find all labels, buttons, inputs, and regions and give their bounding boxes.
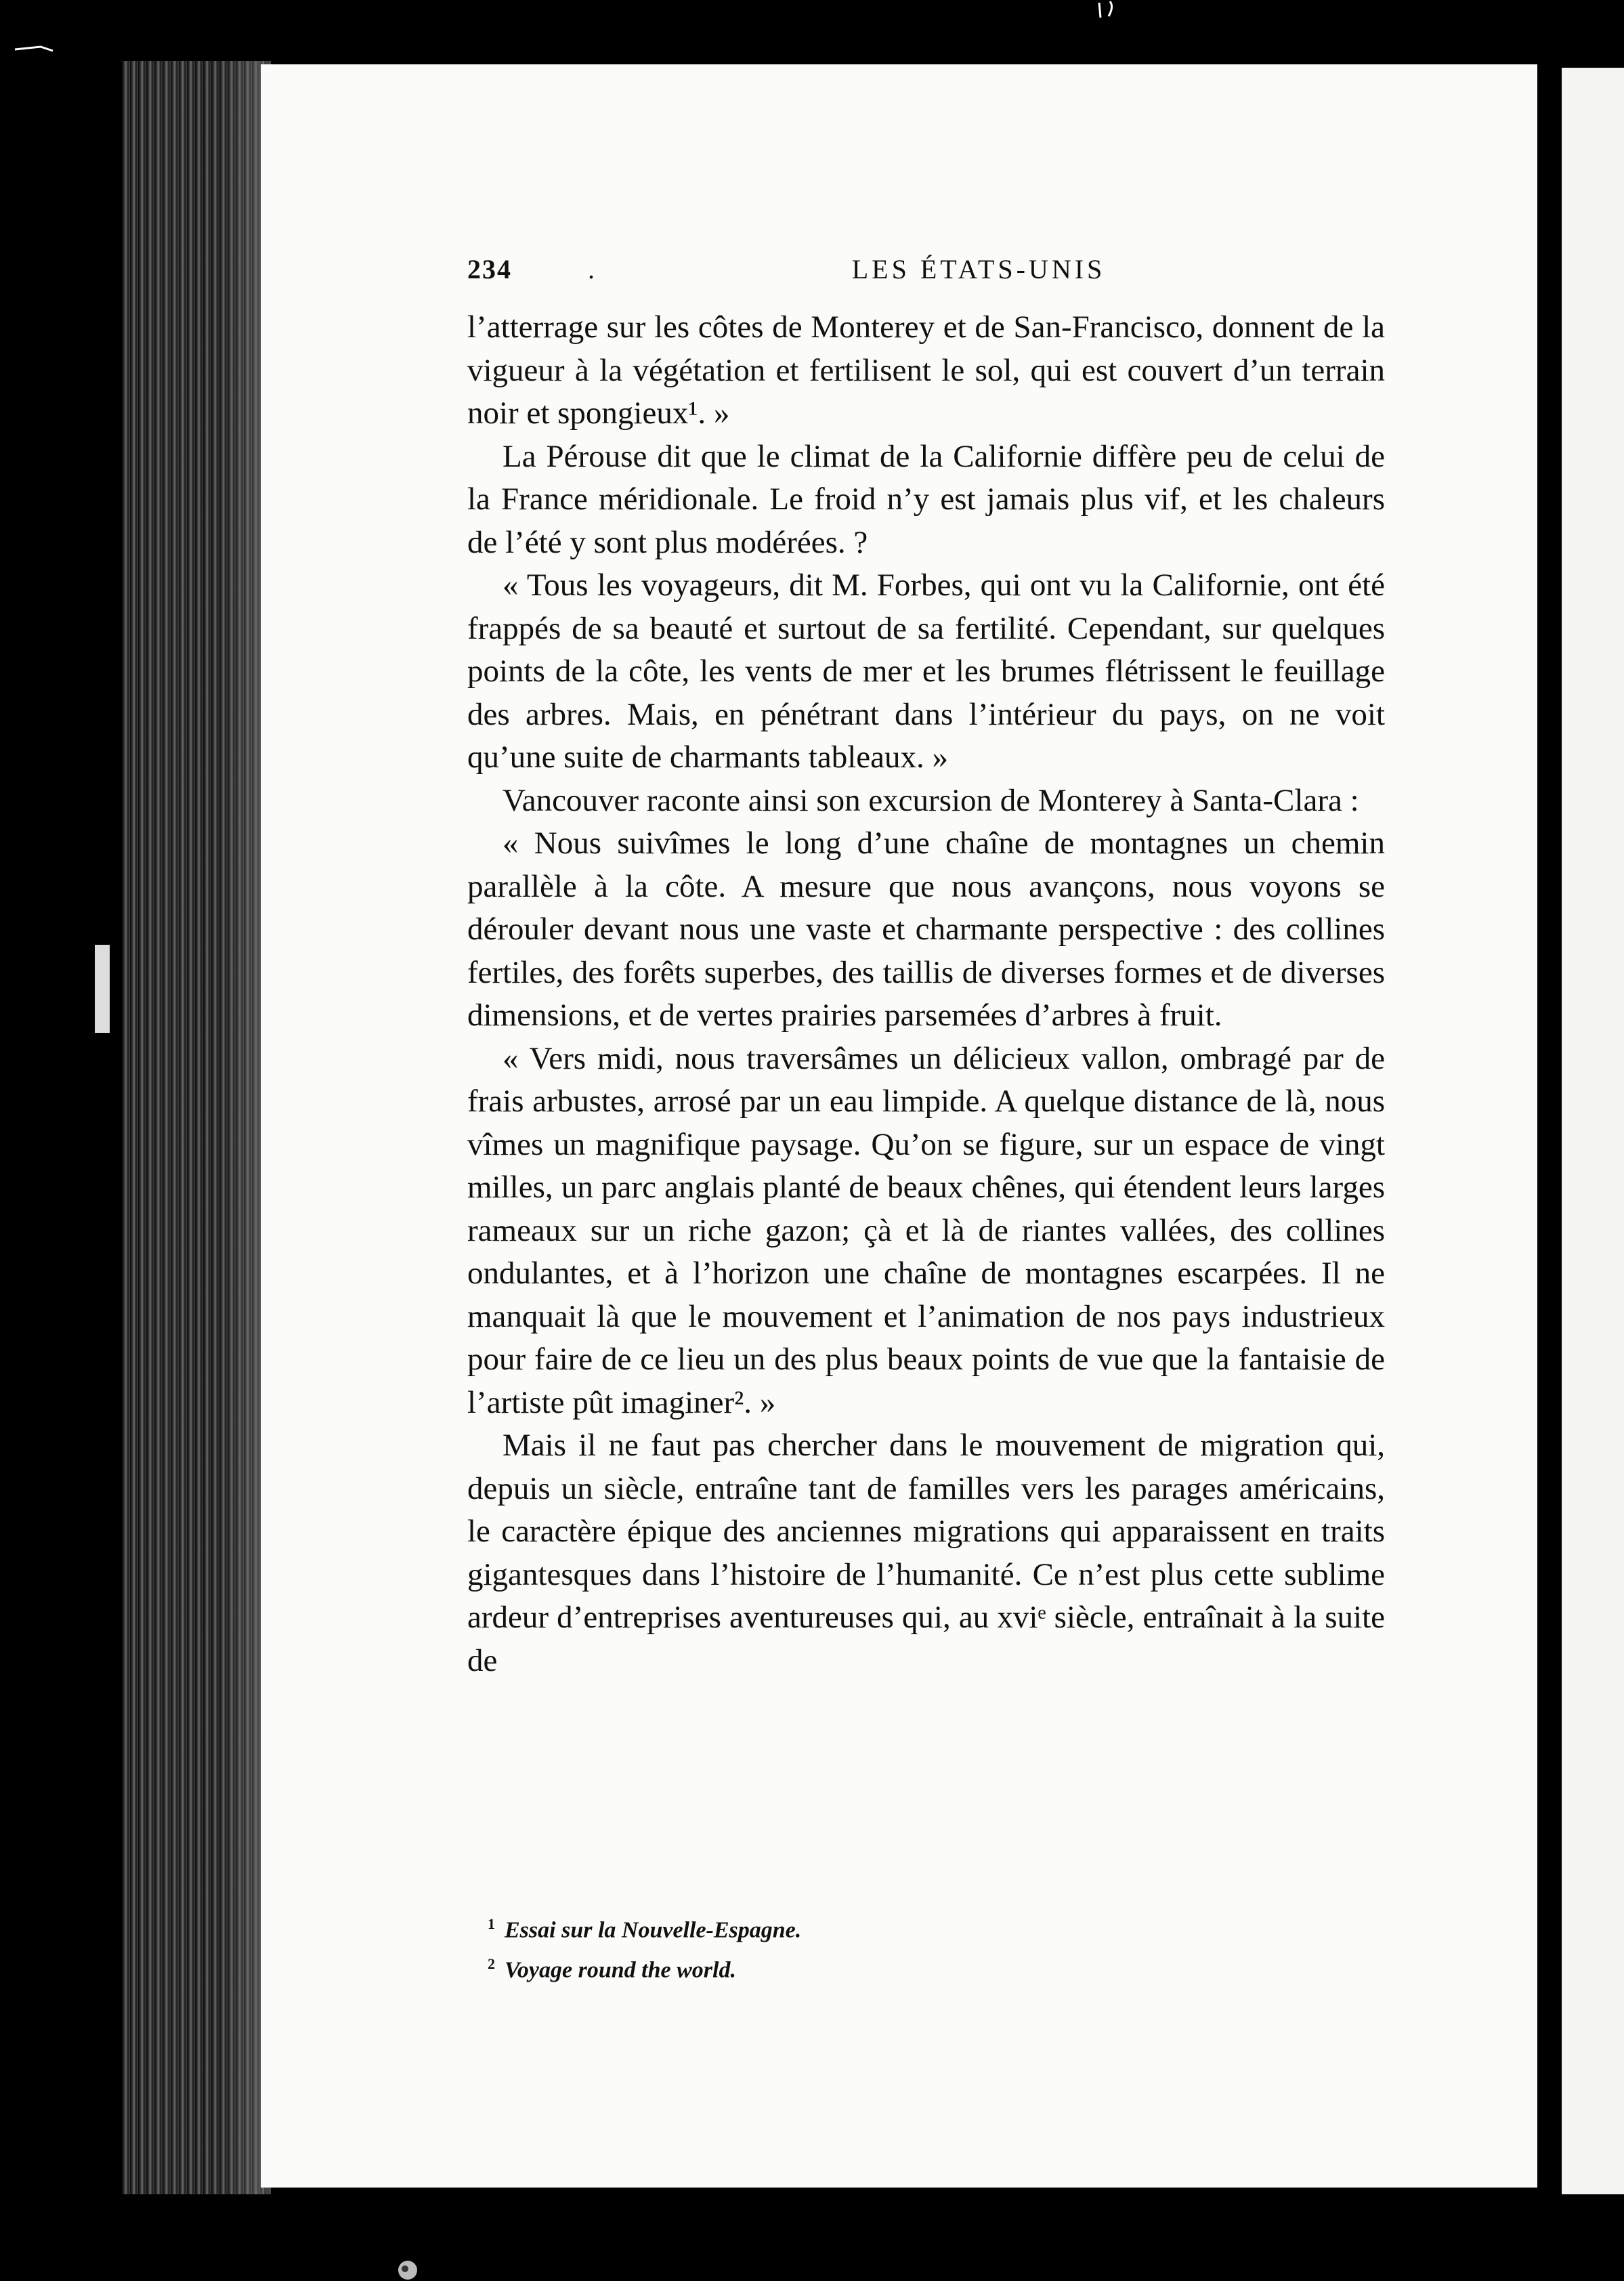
scan-corner-mark bbox=[14, 37, 54, 58]
footnote-mark: 2 bbox=[488, 1955, 495, 1973]
footnote-mark: 1 bbox=[488, 1915, 495, 1932]
facing-page-edge bbox=[1558, 68, 1624, 2194]
paragraph: « Nous suivîmes le long d’une chaîne de montagnes un chemin parallèle à la côte. A mesure que nous avançons, nous voyons se dérouler devant nous une vaste et charmante perspective : des collines fertiles, des forêts superbes, des taillis de diverses formes et de diverses dimensions, et de vertes prairies parsemées d’arbres à fruit. bbox=[467, 826, 1385, 1033]
paragraph: Mais il ne faut pas chercher dans le mouvement de migration qui, depuis un siècle, entraîne tant de familles vers les parages américains, le caractère épique des anciennes migrations qui apparaissent en traits gigantesques dans l’histoire de l’humanité. Ce n’est plus cette sublime ardeur d’entreprises aventureuses qui, au xviᵉ siècle, entraînait à la suite de bbox=[467, 1428, 1385, 1678]
page-number: 234 bbox=[467, 254, 512, 284]
paragraph: « Vers midi, nous traversâmes un délicieux vallon, ombragé par de frais arbustes, arrosé par un eau limpide. A quelque distance de là, nous vîmes un magnifique paysage. Qu’on se figure, sur un espace de vingt milles, un parc anglais planté de beaux chênes, qui étendent leurs larges rameaux sur un riche gazon; çà et là de riantes vallées, des collines ondulantes, et à l’horizon une chaîne de montagnes escarpées. Il ne manquait là que le mouvement et l’animation de nos pays industrieux pour faire de ce lieu un des plus beaux points de vue que la fantaisie de l’artiste pût imaginer². » bbox=[467, 1040, 1385, 1420]
body-text bbox=[467, 306, 1385, 1682]
paragraph: La Pérouse dit que le climat de la Californie diffère peu de celui de la France méridionale. Le froid n’y est jamais plus vif, et les chaleurs de l’été y sont plus modérées. ? bbox=[467, 438, 1385, 560]
running-head bbox=[467, 253, 1388, 301]
footnotes bbox=[488, 1907, 1300, 1988]
page-tab-marker bbox=[95, 945, 110, 1033]
paragraph: l’atterrage sur les côtes de Monterey et de San-Francisco, donnent de la vigueur à la végétation et fertilisent le sol, qui est couvert d’un terrain noir et spongieux¹. » bbox=[467, 310, 1385, 431]
footnote bbox=[488, 1907, 1300, 1947]
scan-top-mark bbox=[1094, 0, 1121, 20]
scan-bottom-mark bbox=[393, 2255, 423, 2281]
footnote-text: Voyage round the world. bbox=[505, 1957, 736, 1983]
paragraph: « Tous les voyageurs, dit M. Forbes, qui ont vu la Californie, ont été frappés de sa beauté et surtout de sa fertilité. Cependant, sur quelques points de la côte, les vents de mer et les brumes flétrissent le feuillage des arbres. Mais, en pénétrant dans l’intérieur du pays, on ne voit qu’une suite de charmants tableaux. » bbox=[467, 568, 1385, 775]
footnote-text: Essai sur la Nouvelle-Espagne. bbox=[505, 1917, 802, 1943]
head-dot: . bbox=[588, 254, 595, 284]
running-title: LES ÉTATS-UNIS bbox=[851, 254, 1106, 284]
footnote bbox=[488, 1947, 1300, 1987]
paragraph: Vancouver raconte ainsi son excursion de Monterey à Santa-Clara : bbox=[503, 782, 1359, 818]
